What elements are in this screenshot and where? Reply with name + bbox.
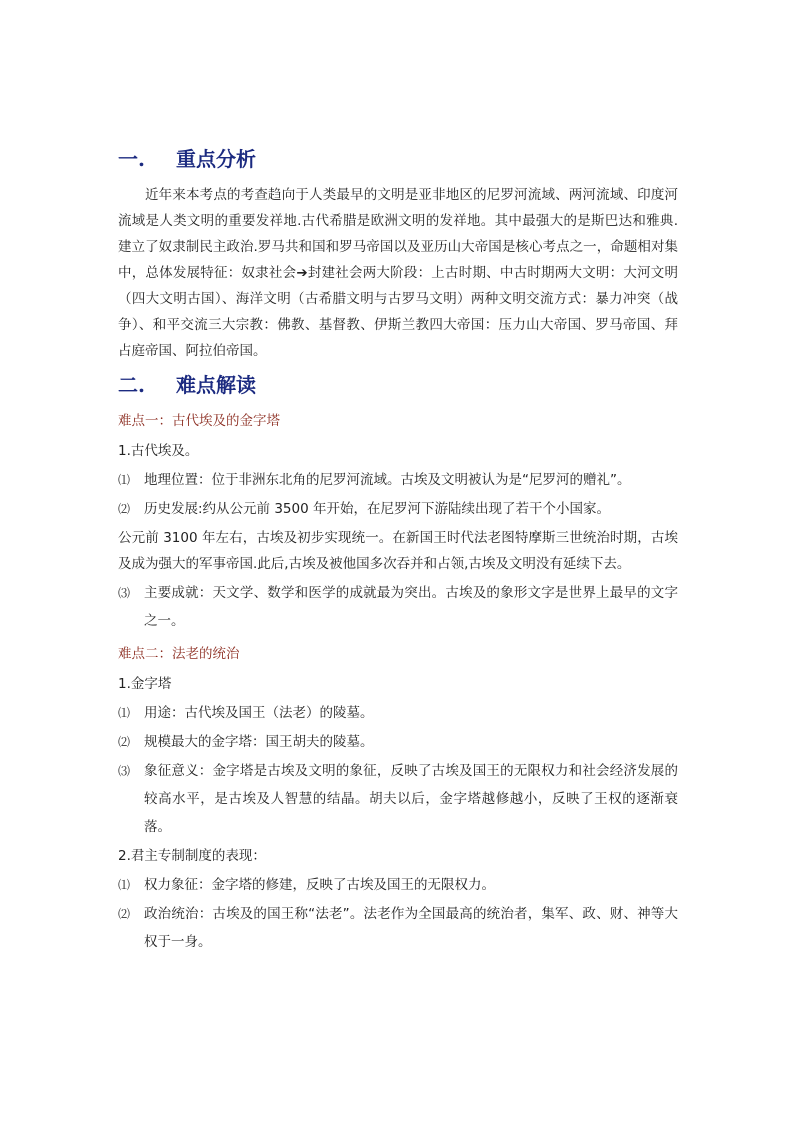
list-item xyxy=(118,699,678,727)
item-marker: ⑴ xyxy=(118,473,131,487)
list-item xyxy=(118,728,678,756)
section-heading-difficulties xyxy=(118,370,678,400)
list-item xyxy=(118,871,678,899)
item-marker: ⑶ xyxy=(118,764,131,778)
history-note: 公元前 3100 年左右，古埃及初步实现统一。在新国王时代法老图特摩斯三世统治时期，古埃及成为强大的军事帝国.此后,古埃及被他国多次吞并和占领,古埃及文明没有延续下去。 xyxy=(118,530,678,572)
item-text: 政治统治：古埃及的国王称“法老”。法老作为全国最高的统治者，集军、政、财、神等大权于一身。 xyxy=(144,906,678,950)
item-marker: ⑴ xyxy=(118,706,131,720)
analysis-paragraph: 近年来本考点的考查趋向于人类最早的文明是亚非地区的尼罗河流域、两河流域、印度河流域是人类文明的重要发祥地.古代希腊是欧洲文明的发祥地。其中最强大的是斯巴达和雅典.建立了奴隶制民主政治.罗马共和国和罗马帝国以及亚历山大帝国是核心考点之一，命题相对集中，总体发展特征：奴隶社会➔封建社会两大阶段：上古时期、中古时期两大文明：大河文明（四大文明古国）、海洋文明（古希腊文明与古罗马文明）两种文明交流方式：暴力冲突（战争）、和平交流三大宗教：佛教、基督教、伊斯兰教四大帝国：压力山大帝国、罗马帝国、拜占庭帝国、阿拉伯帝国。 xyxy=(118,187,678,359)
section-title: 重点分析 xyxy=(176,147,256,171)
subheading-monarchy: 2.君主专制制度的表现： xyxy=(118,848,266,864)
section-number: 一. xyxy=(118,147,145,171)
section-number: 二. xyxy=(118,373,145,397)
item-marker: ⑵ xyxy=(118,907,131,921)
item-text: 地理位置：位于非洲东北角的尼罗河流域。古埃及文明被认为是“尼罗河的赠礼”。 xyxy=(144,472,631,488)
item-text: 权力象征：金字塔的修建，反映了古埃及国王的无限权力。 xyxy=(144,877,495,893)
section-title: 难点解读 xyxy=(176,373,256,397)
item-marker: ⑵ xyxy=(118,735,131,749)
difficulty-two-heading: 难点二：法老的统治 xyxy=(118,646,240,662)
item-text: 历史发展:约从公元前 3500 年开始，在尼罗河下游陆续出现了若干个小国家。 xyxy=(144,501,610,517)
item-text: 象征意义：金字塔是古埃及文明的象征，反映了古埃及国王的无限权力和社会经济发展的较高水平，是古埃及人智慧的结晶。胡夫以后，金字塔越修越小，反映了王权的逐渐衰落。 xyxy=(144,763,678,835)
list-item xyxy=(118,466,678,494)
list-item xyxy=(118,900,678,956)
item-marker: ⑶ xyxy=(118,586,131,600)
item-text: 用途：古代埃及国王（法老）的陵墓。 xyxy=(144,705,374,721)
item-text: 规模最大的金字塔：国王胡夫的陵墓。 xyxy=(144,734,374,750)
list-item xyxy=(118,757,678,841)
subheading-ancient-egypt: 1.古代埃及。 xyxy=(118,443,199,459)
list-item xyxy=(118,579,678,635)
difficulty-one-heading: 难点一：古代埃及的金字塔 xyxy=(118,413,280,429)
list-item xyxy=(118,495,678,523)
item-marker: ⑵ xyxy=(118,502,131,516)
item-marker: ⑴ xyxy=(118,878,131,892)
subheading-pyramids: 1.金字塔 xyxy=(118,676,172,692)
document-content xyxy=(118,140,678,957)
section-heading-key-analysis xyxy=(118,144,678,174)
item-text: 主要成就：天文学、数学和医学的成就最为突出。古埃及的象形文字是世界上最早的文字之一。 xyxy=(144,585,678,629)
